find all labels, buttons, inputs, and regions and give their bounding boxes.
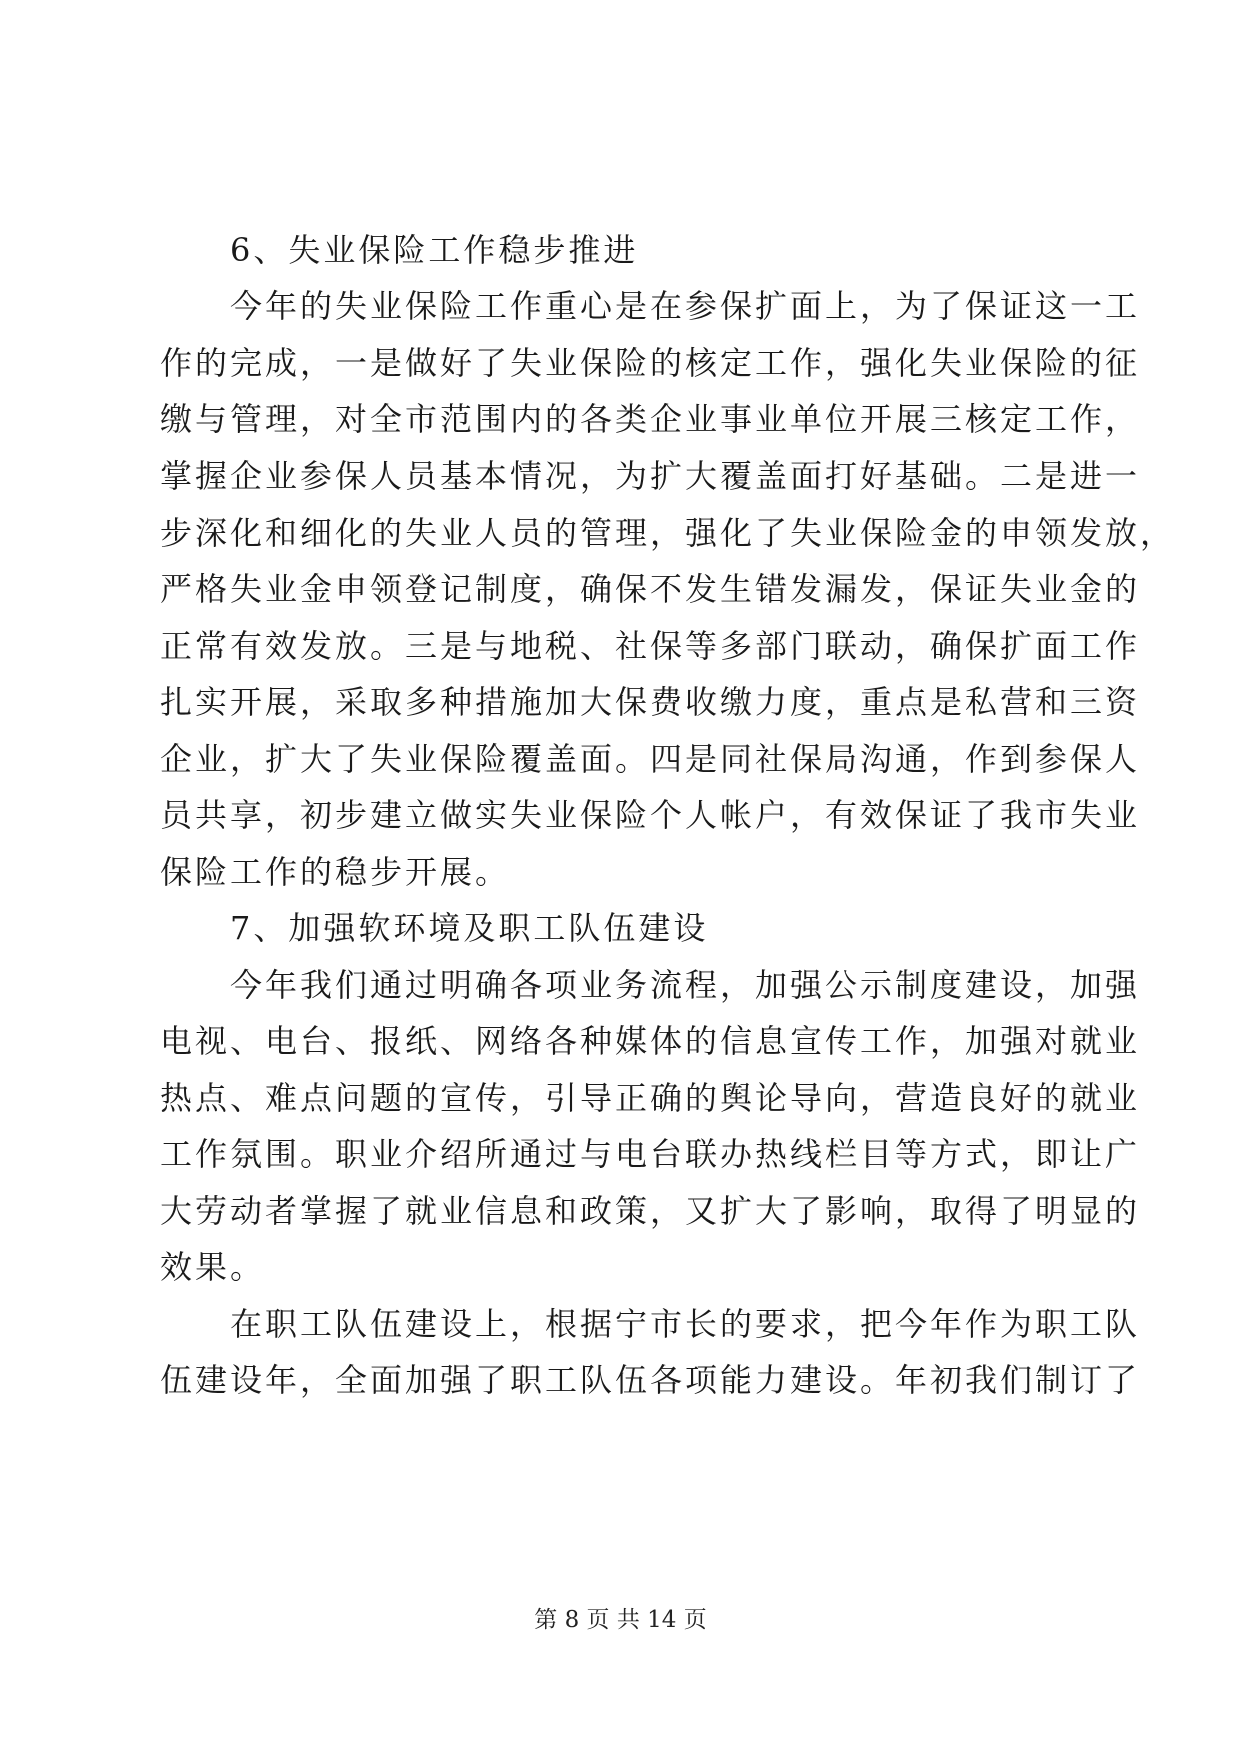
text-line: 员共享，初步建立做实失业保险个人帐户，有效保证了我市失业: [160, 796, 1141, 834]
text-line: 保险工作的稳步开展。: [160, 853, 511, 891]
text-line: 严格失业金申领登记制度，确保不发生错发漏发，保证失业金的: [160, 570, 1141, 608]
text-line: 工作氛围。职业介绍所通过与电台联办热线栏目等方式，即让广: [160, 1135, 1141, 1173]
text-line: 掌握企业参保人员基本情况，为扩大覆盖面打好基础。二是进一: [160, 457, 1141, 495]
text-line: 今年我们通过明确各项业务流程，加强公示制度建设，加强: [230, 966, 1141, 1004]
text-line: 企业，扩大了失业保险覆盖面。四是同社保局沟通，作到参保人: [160, 740, 1141, 778]
text-line: 今年的失业保险工作重心是在参保扩面上，为了保证这一工: [230, 287, 1141, 325]
text-line: 效果。: [160, 1248, 266, 1286]
text-line: 6、失业保险工作稳步推进: [230, 231, 639, 269]
text-line: 7、加强软环境及职工队伍建设: [230, 909, 709, 947]
text-line: 正常有效发放。三是与地税、社保等多部门联动，确保扩面工作: [160, 627, 1141, 665]
text-line: 电视、电台、报纸、网络各种媒体的信息宣传工作，加强对就业: [160, 1022, 1141, 1060]
text-line: 缴与管理，对全市范围内的各类企业事业单位开展三核定工作，: [160, 400, 1141, 438]
text-line: 扎实开展，采取多种措施加大保费收缴力度，重点是私营和三资: [160, 683, 1141, 721]
text-line: 伍建设年，全面加强了职工队伍各项能力建设。年初我们制订了: [160, 1361, 1141, 1399]
text-line: 大劳动者掌握了就业信息和政策，又扩大了影响，取得了明显的: [160, 1192, 1141, 1230]
text-line: 热点、难点问题的宣传，引导正确的舆论导向，营造良好的就业: [160, 1079, 1141, 1117]
page-number-footer: 第 8 页 共 14 页: [534, 1607, 707, 1633]
text-line: 步深化和细化的失业人员的管理，强化了失业保险金的申领发放，: [160, 514, 1176, 552]
text-line: 作的完成，一是做好了失业保险的核定工作，强化失业保险的征: [160, 344, 1141, 382]
text-line: 在职工队伍建设上，根据宁市长的要求，把今年作为职工队: [230, 1305, 1141, 1343]
